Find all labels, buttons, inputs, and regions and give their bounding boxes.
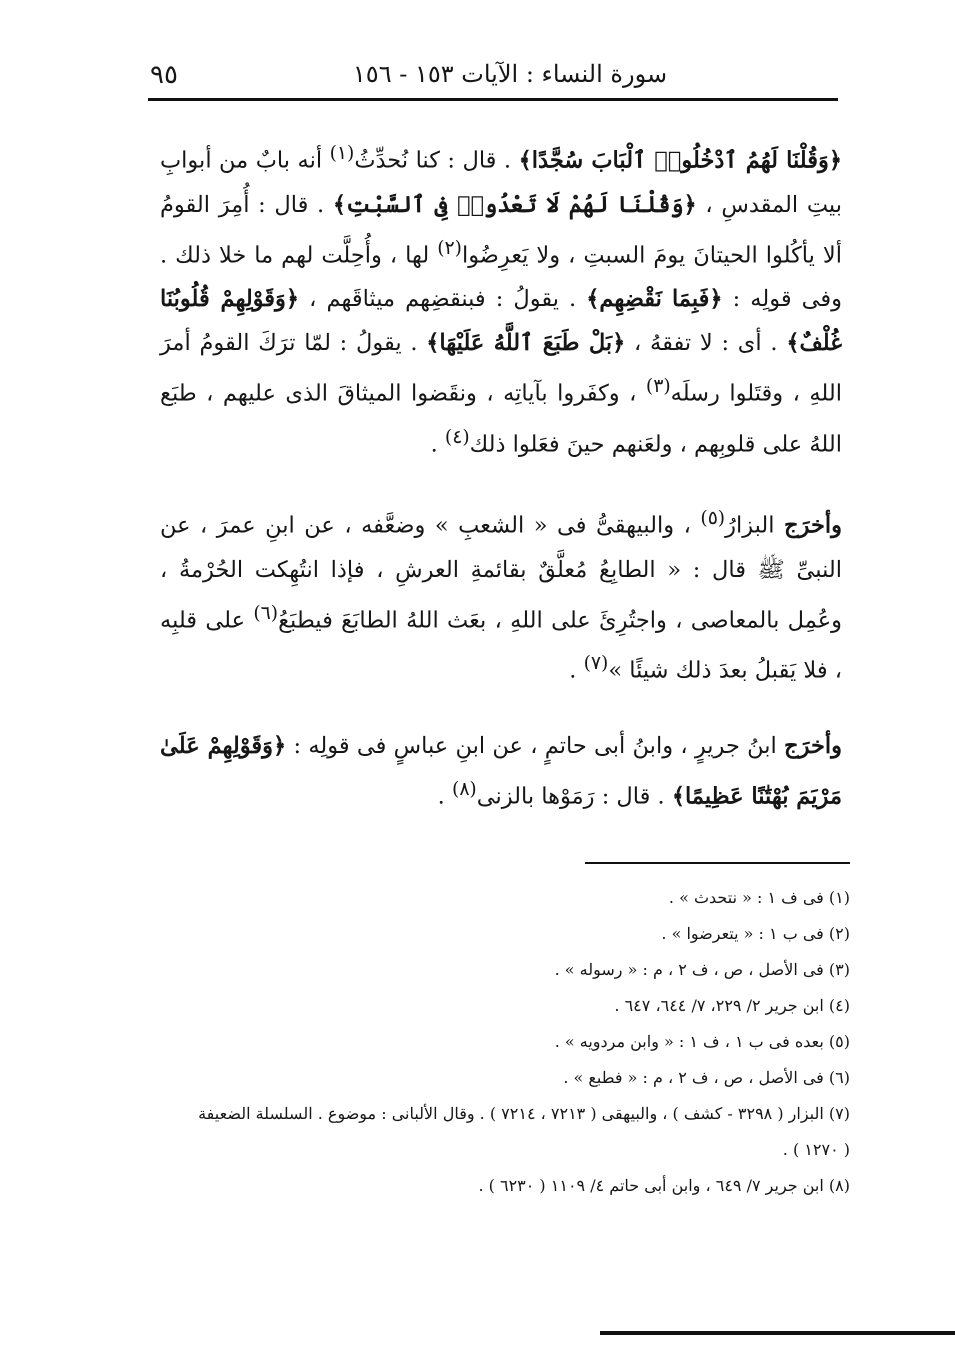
text: ،	[629, 380, 646, 407]
text: ابنُ جريرٍ ، وابنُ أبى حاتمٍ ، عن ابنِ عباسٍ فى قولِه :	[286, 732, 785, 759]
text: .	[430, 431, 445, 457]
footnote-ref: (٧)	[583, 653, 609, 674]
paragraph-3	[160, 724, 842, 819]
footnote: (٦) فى الأصل ، ص ، ف ٢ ، م : « فطبع » .	[563, 1068, 850, 1087]
quran-verse: ﴿وَقُلْنَا لَهُمْ لَا تَعْدُوا۟ فِى ٱلسَّبْتِ﴾	[332, 191, 697, 218]
text: بالمعاصى ، واجتُرِئَ على اللهِ ، بعَث اللهُ الطابَعَ فيطبَعُ	[278, 607, 780, 633]
footnote-ref: (٨)	[451, 778, 477, 800]
footnote-continuation: ( ١٢٧٠ ) .	[782, 1140, 850, 1159]
text: . يقولُ : لمّا ترَكَ القومُ أمرَ اللهِ ، وقتَلوا رسلَه	[160, 330, 842, 407]
footnote: (٨) ابن جرير ٧/ ٦٤٩ ، وابن أبى حاتم ٤/ ١١٠٩ ( ٦٢٣٠ ) .	[478, 1176, 850, 1195]
footnote-ref: (٤)	[444, 426, 470, 448]
quran-verse: مَرْيَمَ بُهْتَٰنًا عَظِيمًا﴾	[671, 783, 842, 809]
footnote-ref: (٢)	[437, 237, 462, 259]
footnote-ref: (٦)	[253, 602, 279, 624]
text: . قال : رَمَوْها بالزنى	[476, 783, 672, 809]
text: . قال : كنا نُحدِّثُ	[354, 147, 519, 174]
footnote: (٥) بعده فى ب ١ ، ف ١ : « وابن مردويه » .	[554, 1032, 850, 1051]
text: فعَلوا ذلك	[469, 431, 560, 457]
quran-verse: نَقْضِهِم﴾	[586, 286, 662, 312]
text: البزارُ	[725, 512, 785, 539]
text: . أى : لا	[699, 330, 787, 356]
footnote-rule	[585, 862, 850, 864]
quran-verse: ﴿بَلْ طَبَعَ ٱللَّهُ عَلَيْهَا﴾	[426, 330, 626, 356]
footnotes	[160, 880, 850, 1204]
footnote: (١) فى ف ١ : « نتحدث » .	[668, 888, 850, 907]
text: وكفَروا بآياتِه ، ونقَضوا الميثاقَ الذى عليهم ، طبَع اللهُ على قلوبِهم ، ولعَنهم حينَ	[160, 380, 842, 457]
text: لها ، وأُحِلَّت لهم ما خلا ذلك . وفى قولِه :	[160, 242, 843, 312]
text: ذلك شيئًا »	[608, 657, 712, 684]
text: أنه بابٌ من أبوابِ بيتِ	[160, 147, 842, 218]
text: .	[569, 657, 584, 684]
quran-verse: ﴿وَقَوْلِهِمْ عَلَىٰ	[160, 732, 287, 759]
paragraph-1	[160, 132, 842, 466]
footnote-ref: (٣)	[645, 376, 671, 397]
text: تفقهُ ،	[625, 330, 692, 356]
quran-verse: ﴿فَبِمَا	[672, 286, 723, 312]
text: .	[437, 783, 452, 809]
text: النبىِّ ﷺ قال : « الطابِعُ مُعلَّقٌ بقائمةِ العرشِ ، فإذا انتُهِكت الحُرْمةُ ، وعُمِل	[160, 556, 843, 633]
quran-verse: ﴿وَقَوْلِهِمْ قُلُوبُنَا غُلْفٌ﴾	[160, 286, 843, 356]
footnote: (٣) فى الأصل ، ص ، ف ٢ ، م : « رسوله » .	[554, 960, 850, 979]
page-header-title: سورة النساء : الآيات ١٥٣ - ١٥٦	[352, 60, 668, 88]
footnote-ref: (٥)	[700, 508, 726, 529]
footnote-ref: (١)	[329, 143, 355, 164]
text: ، والبيهقىُّ فى « الشعبِ » وضعَّفه ، عن ابنِ عمرَ ، عن	[160, 512, 701, 539]
footnote: (٧) البزار ( ٣٢٩٨ - كشف ) ، والبيهقى ( ٧٢١٣ ، ٧٢١٤ ) . وقال الألبانى : موضوع . السلسلة الضعيفة	[198, 1104, 850, 1123]
page-number: ٩٥	[150, 60, 178, 90]
text: يومَ السبتِ ، ولا يَعرِضُوا	[461, 242, 686, 268]
text: على قلبِه ، فلا يَقبلُ بعدَ	[160, 607, 842, 684]
bottom-rule	[600, 1331, 955, 1335]
text: المقدسِ ،	[696, 191, 799, 218]
text: . يقولُ : فبنقضِهم ميثاقَهم ،	[299, 286, 587, 312]
paragraph-lead: وأخرَج	[784, 512, 842, 539]
text: . قال : أُمِرَ القومُ ألا يأكُلوا الحيتانَ	[160, 191, 842, 268]
footnote: (٤) ابن جرير ٢/ ٢٢٩، ٧/ ٦٤٤، ٦٤٧ .	[614, 996, 850, 1015]
header-rule	[148, 98, 838, 101]
paragraph-lead: وأخرَج	[784, 732, 843, 759]
paragraph-2	[160, 497, 842, 693]
quran-verse: ﴿وَقُلْنَا لَهُمُ ٱدْخُلُوا۟ ٱلْبَابَ سُجَّدًا﴾	[518, 147, 843, 174]
main-text	[160, 132, 842, 818]
footnote: (٢) فى ب ١ : « يتعرضوا » .	[661, 924, 850, 943]
